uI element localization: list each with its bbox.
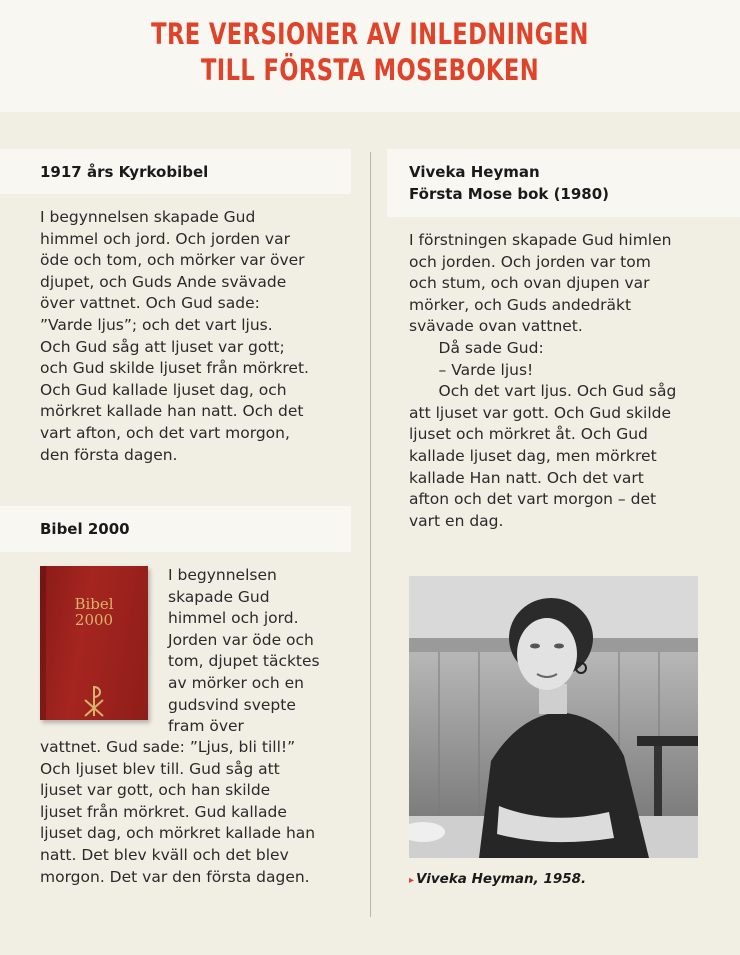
text-line: vart afton, och det vart morgon, <box>40 423 290 442</box>
text-line: I begynnelsen skapade Gud <box>40 208 256 226</box>
text-line: ljuset och mörkret åt. Och Gud <box>409 425 648 444</box>
heading-heyman-line-2: Första Mose bok (1980) <box>409 185 610 203</box>
text-line: djupet, och Guds Ande svävade <box>40 272 287 291</box>
text-line: den första dagen. <box>40 445 178 464</box>
text-line: och stum, och ovan djupen var <box>409 274 650 293</box>
photo-caption-text: Viveka Heyman, 1958. <box>416 871 587 887</box>
text-line: ljuset dag, och mörkret kallade han <box>40 824 316 843</box>
chi-rho-icon <box>80 684 108 718</box>
text-line: Och ljuset blev till. Gud såg att <box>40 759 280 778</box>
page-header <box>0 0 740 112</box>
text-bibel2000-below <box>40 737 315 888</box>
bibel-2000-book-cover <box>40 566 148 720</box>
text-line: över vattnet. Och Gud sade: <box>40 294 260 313</box>
text-line: himmel och jord. <box>168 609 299 628</box>
text-line: – Varde ljus! <box>409 360 534 379</box>
text-line: och jorden. Och jorden var tom <box>409 252 651 271</box>
text-line: I förstningen skapade Gud himlen <box>409 231 672 249</box>
title-line-2: TILL FÖRSTA MOSEBOKEN <box>200 53 540 87</box>
text-line: att ljuset var gott. Och Gud skilde <box>409 403 672 422</box>
title-line-1: TRE VERSIONER AV INLEDNINGEN <box>151 17 589 51</box>
portrait-illustration <box>409 576 698 858</box>
heading-heyman <box>409 161 609 205</box>
text-line: öde och tom, och mörker var över <box>40 251 305 270</box>
text-heyman <box>409 230 676 532</box>
viveka-heyman-photo <box>409 576 698 858</box>
book-spine <box>40 566 46 720</box>
text-line: kallade ljuset dag, men mörkret <box>409 446 657 465</box>
text-line: Då sade Gud: <box>409 338 544 357</box>
column-divider <box>370 152 371 917</box>
text-line: vattnet. Gud sade: ”Ljus, bli till!” <box>40 738 296 756</box>
heading-bibel2000: Bibel 2000 <box>40 520 130 538</box>
text-line: gudsvind svepte <box>168 695 296 714</box>
text-kyrkobibel <box>40 207 309 466</box>
text-line: afton och det vart morgon – det <box>409 490 657 509</box>
text-line: mörkret kallade han natt. Och det <box>40 402 304 421</box>
heading-kyrkobibel: 1917 års Kyrkobibel <box>40 163 209 181</box>
text-line: natt. Det blev kväll och det blev <box>40 845 289 864</box>
caption-arrow-icon: ▸ <box>409 875 415 886</box>
text-line: tom, djupet täcktes <box>168 652 320 671</box>
text-line: ljuset från mörkret. Gud kallade <box>40 802 287 821</box>
text-line: ”Varde ljus”; och det vart ljus. <box>40 315 273 334</box>
text-line: svävade ovan vattnet. <box>409 317 583 336</box>
book-cover-line-1: Bibel <box>74 595 114 613</box>
text-line: morgon. Det var den första dagen. <box>40 867 310 886</box>
text-line: kallade Han natt. Och det vart <box>409 468 644 487</box>
text-line: skapade Gud <box>168 587 270 606</box>
text-line: ljuset var gott, och han skilde <box>40 781 271 800</box>
text-line: himmel och jord. Och jorden var <box>40 229 290 248</box>
text-line: fram över <box>168 717 244 736</box>
text-line: mörker, och Guds andedräkt <box>409 295 632 314</box>
text-line: av mörker och en <box>168 673 304 692</box>
text-line: Och Gud kallade ljuset dag, och <box>40 380 287 399</box>
text-line: vart en dag. <box>409 511 504 530</box>
book-cover-line-2: 2000 <box>74 611 114 629</box>
photo-caption <box>409 871 586 887</box>
text-line: I begynnelsen <box>168 566 277 584</box>
heading-heyman-line-1: Viveka Heyman <box>409 163 540 181</box>
text-line: Och Gud såg att ljuset var gott; <box>40 337 285 356</box>
page-title <box>81 16 658 88</box>
text-line: Jorden var öde och <box>168 630 314 649</box>
text-line: Och det vart ljus. Och Gud såg <box>409 382 677 401</box>
book-cover-title <box>40 596 148 628</box>
text-line: och Gud skilde ljuset från mörkret. <box>40 359 309 378</box>
text-bibel2000-beside <box>168 565 320 738</box>
